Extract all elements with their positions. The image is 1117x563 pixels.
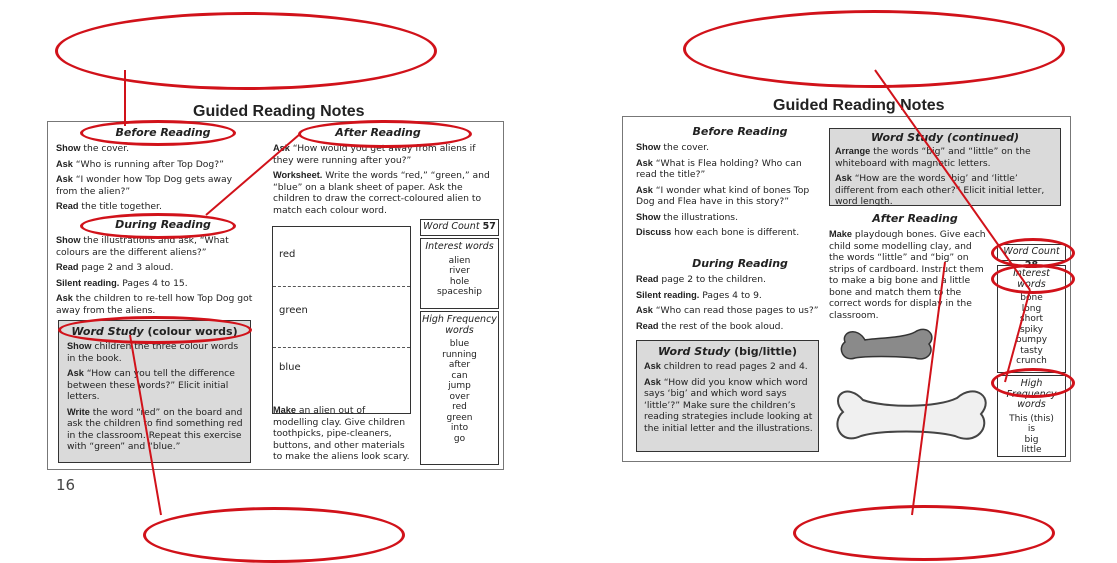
instruction-text: the children to re-tell how Top Dog got away from the aliens. (56, 293, 253, 316)
word-list-item: over (449, 391, 470, 402)
annotation-oval-after-reading (298, 120, 472, 148)
bold-lead-word: Ask (56, 293, 73, 303)
instruction-text: how each bone is different. (671, 227, 800, 238)
right-before-reading-heading: Before Reading (692, 125, 788, 138)
annotation-line (130, 335, 161, 515)
instruction-text: “How would you get away from aliens if they were running after you?” (273, 143, 476, 166)
left-word-study-heading-suffix: (colour words) (143, 325, 238, 338)
bold-lead-word: Read (636, 274, 659, 284)
bold-lead-word: Show (636, 211, 661, 222)
word-list-item: is (1027, 424, 1036, 434)
instruction-text: the cover. (660, 142, 710, 153)
bold-lead-word: Ask (835, 173, 852, 183)
word-list-item: go (453, 433, 466, 444)
annotation-oval-bottom-left (143, 507, 405, 563)
right-word-count-label: Word Count (1003, 246, 1060, 257)
right-during-reading-heading: During Reading (692, 257, 788, 270)
instruction-text: page 2 to the children. (658, 274, 766, 285)
instruction-text: the rest of the book aloud. (658, 320, 784, 332)
instruction-text: “How are the words ‘big’ and ‘little’ different from each other?” Elicit initial letter, word length. (835, 173, 1045, 207)
instruction-text: children to read pages 2 and 4. (660, 361, 808, 372)
bold-lead-word: Ask (56, 174, 73, 184)
word-list-item: blue (449, 339, 470, 349)
bold-lead-word: Ask (636, 157, 653, 168)
left-page-title: Guided Reading Notes (193, 103, 365, 120)
right-word-study-continued-heading: Word Study (continued) (870, 131, 1020, 144)
word-list-item: spaceship (436, 287, 482, 297)
left-word-count-label: Word Count (423, 221, 480, 232)
instruction-text: the illustrations and ask, “What colours are the different aliens?” (56, 235, 229, 258)
bold-lead-word: Make (273, 405, 296, 415)
instruction-text: “Who can read those pages to us?” (652, 305, 819, 316)
instruction-text: playdough bones. Give each child some modelling clay, and the words “little” and “big” on strips of cardboard. Instruct them to make a big bone and a little bone and match them to the correct words for display in the classroom. (829, 229, 986, 321)
instruction-text: Pages 4 to 15. (119, 277, 188, 289)
word-list-item: green (446, 412, 473, 423)
word-list-item: big (1024, 434, 1039, 445)
bold-lead-word: Make (829, 229, 852, 239)
right-high-frequency-heading: High Frequency words (1006, 378, 1057, 410)
worksheet-word-red: red (279, 249, 296, 260)
bold-lead-word: Ask (636, 184, 653, 195)
right-word-study-heading-main: Word Study (658, 345, 731, 358)
page-number: 16 (56, 476, 76, 494)
word-list-item: can (451, 370, 468, 381)
word-list-item: tasty (1020, 345, 1043, 356)
annotation-oval-top-right (683, 10, 1065, 88)
bold-lead-word: Show (636, 142, 661, 152)
instruction-text: Write the words “red,” “green,” and “blue” on a blank sheet of paper. Ask the children to draw the correct-coloured alien to match each colour word. (273, 170, 490, 216)
bold-lead-word: Arrange (835, 146, 871, 156)
bold-lead-word: Silent reading. (56, 277, 120, 288)
left-during-reading-heading: During Reading (115, 218, 211, 231)
right-page-title: Guided Reading Notes (773, 97, 945, 114)
bold-lead-word: Read (56, 262, 79, 272)
instruction-text: “What is Flea holding? Who can read the title?” (636, 157, 802, 180)
left-word-study-heading-main: Word Study (71, 325, 144, 338)
instruction-text: page 2 and 3 aloud. (78, 262, 174, 273)
word-list-item: river (449, 266, 470, 276)
right-interest-words-heading: Interest words (1013, 268, 1050, 290)
left-before-reading-heading: Before Reading (115, 126, 211, 139)
instruction-text: the words “big” and “little” on the whiteboard with magnetic letters. (835, 146, 1031, 169)
word-list-item: running (442, 349, 477, 360)
word-list-item: hole (449, 276, 470, 287)
left-after-reading-heading: After Reading (335, 126, 421, 139)
bold-lead-word: Discuss (636, 227, 672, 237)
annotation-line (912, 262, 945, 515)
bold-lead-word: Worksheet. (273, 170, 323, 180)
bold-lead-word: Ask (67, 368, 84, 378)
worksheet-word-green: green (279, 305, 308, 316)
word-list-item: little (1021, 445, 1042, 455)
instruction-text: the word “red” on the board and ask the children to find something red in the classroom. Repeat this exercise with “green” and “blue.” (67, 406, 243, 452)
instruction-text: “How did you know which word says ‘big’ and which word says ‘little’?” Make sure the children’s reading strategies include looking at the initial letter and the illustrations. (644, 376, 813, 434)
bold-lead-word: Ask (644, 361, 661, 371)
instruction-text: “How can you tell the difference between these words?” Elicit initial letters. (67, 368, 235, 402)
annotation-line (206, 134, 300, 215)
instruction-text: Pages 4 to 9. (699, 289, 762, 301)
right-word-count-value: 28 (1024, 260, 1039, 271)
instruction-text: children the three colour words in the book. (67, 341, 239, 364)
left-interest-words-heading: Interest words (425, 241, 494, 252)
instruction-text: “I wonder what kind of bones Top Dog and Flea have in this story?” (636, 184, 810, 207)
word-list-item: bone (1020, 293, 1043, 303)
bold-lead-word: Show (67, 341, 92, 351)
word-list-item: short (1019, 314, 1044, 324)
bold-lead-word: Ask (56, 158, 73, 169)
word-list-item: bumpy (1015, 335, 1048, 345)
annotation-oval-before-reading (80, 120, 236, 146)
bold-lead-word: Read (56, 201, 79, 211)
bold-lead-word: Ask (636, 305, 653, 315)
annotation-oval-bottom-right (793, 505, 1055, 561)
instruction-text: “Who is running after Top Dog?” (72, 158, 224, 170)
word-list-item: into (450, 423, 469, 433)
word-list-item: red (452, 402, 467, 412)
bold-lead-word: Show (56, 143, 81, 153)
annotation-oval-during-reading (80, 213, 236, 239)
bold-lead-word: Show (56, 235, 81, 245)
annotation-oval-word-study (58, 316, 252, 344)
instruction-text: the title together. (78, 201, 162, 212)
instruction-text: “I wonder how Top Dog gets away from the alien?” (56, 174, 233, 197)
left-high-frequency-heading: High Frequency words (422, 314, 497, 336)
word-list-item: alien (448, 255, 471, 266)
instruction-text: an alien out of modelling clay. Give children toothpicks, pipe-cleaners, buttons, and other materials to make the aliens look scary. (273, 405, 410, 462)
word-list-item: jump (448, 381, 471, 391)
right-after-reading-heading: After Reading (872, 212, 958, 225)
annotation-oval-high-frequency (991, 368, 1075, 398)
left-word-count-value: 57 (482, 221, 496, 232)
bold-lead-word: Ask (273, 143, 290, 153)
bold-lead-word: Silent reading. (636, 289, 700, 300)
annotation-oval-top-left (55, 12, 437, 90)
word-list-item: crunch (1016, 356, 1047, 366)
bold-lead-word: Read (636, 320, 659, 331)
worksheet-word-blue: blue (279, 362, 301, 373)
word-list-item: spiky (1019, 324, 1044, 335)
word-list-item: This (this) (1009, 413, 1054, 424)
word-list-item: after (448, 360, 471, 370)
annotation-oval-interest-words (991, 264, 1075, 294)
word-list-item: long (1021, 303, 1042, 314)
bold-lead-word: Ask (644, 376, 661, 387)
right-word-study-heading-suffix: (big/little) (730, 345, 797, 358)
instruction-text: the cover. (80, 143, 130, 154)
instruction-text: the illustrations. (660, 211, 739, 223)
bold-lead-word: Write (67, 406, 90, 417)
